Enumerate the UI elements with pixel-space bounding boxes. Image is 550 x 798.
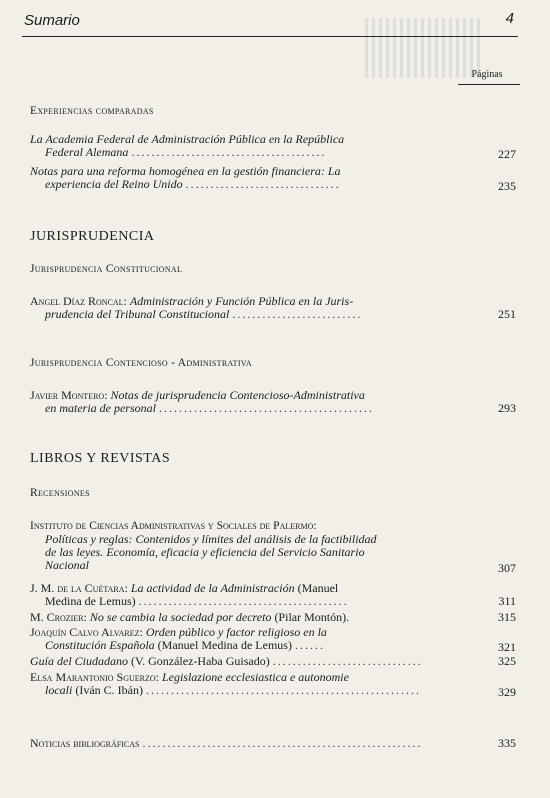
entry-author: Instituto de Ciencias Administrativas y Sociales de Palermo: bbox=[30, 520, 317, 532]
toc-entry-guia-ciudadano[interactable] bbox=[30, 655, 520, 668]
entry-title: Legislazione ecclesiastica e autonomie bbox=[161, 670, 349, 684]
entry-author: M. Crozier: bbox=[30, 610, 87, 624]
entry-author: Angel Díaz Roncal: bbox=[30, 294, 127, 308]
entry-title-line4: Nacional bbox=[45, 558, 89, 572]
entry-author: Joaquín Calvo Alvarez: bbox=[30, 625, 143, 639]
entry-page: 235 bbox=[498, 179, 516, 193]
entry-reviewer: Medina de Lemus) bbox=[45, 594, 136, 608]
entry-title-line3: de las leyes. Economía, eficacia y eficiencia del Servicio Sanitario bbox=[45, 545, 365, 559]
toc-entry-notas-reforma[interactable] bbox=[30, 165, 520, 191]
entry-reviewer: (Iván C. Ibán) bbox=[75, 683, 143, 697]
toc-entry-noticias[interactable] bbox=[30, 737, 520, 750]
toc-entry-calvo-alvarez[interactable] bbox=[30, 626, 520, 652]
dot-leader: .......................... bbox=[232, 307, 363, 321]
toc-entry-instituto-palermo[interactable] bbox=[30, 520, 520, 575]
entry-page: 321 bbox=[498, 640, 516, 654]
entry-page: 315 bbox=[498, 610, 516, 624]
page-header bbox=[22, 10, 518, 37]
header-page-number: 4 bbox=[505, 10, 514, 27]
paginas-rule bbox=[458, 84, 520, 85]
toc-entry-javier-montero[interactable] bbox=[30, 389, 520, 415]
dot-leader: ........................................... bbox=[158, 401, 374, 415]
entry-author: Elsa Marantonio Sguerzo: bbox=[30, 670, 159, 684]
dot-leader: ....................................... bbox=[131, 145, 327, 159]
entry-reviewer: (V. González-Haba Guisado) bbox=[131, 654, 270, 668]
dot-leader: ............................... bbox=[185, 177, 341, 191]
dot-leader: ....................................................... bbox=[145, 683, 421, 697]
entry-title-line2: Constitución Española bbox=[45, 638, 155, 652]
libros-heading: LIBROS Y REVISTAS bbox=[30, 451, 171, 466]
entry-title: Guía del Ciudadano bbox=[30, 654, 128, 668]
entry-title-line2: Políticas y reglas: Contenidos y límites del análisis de la factibilidad bbox=[45, 532, 377, 546]
recensiones-heading: Recensiones bbox=[30, 487, 90, 499]
entry-title: Orden público y factor religioso en la bbox=[145, 625, 327, 639]
toc-entry-crozier[interactable] bbox=[30, 611, 520, 624]
dot-leader: ........................................................ bbox=[142, 736, 423, 750]
toc-entry-cuetara[interactable] bbox=[30, 582, 520, 608]
entry-author: Javier Montero: bbox=[30, 388, 108, 402]
entry-title-line2: locali bbox=[45, 683, 73, 697]
entry-page: 329 bbox=[498, 685, 516, 699]
entry-title-line1: Notas para una reforma homogénea en la gestión financiera: La bbox=[30, 164, 341, 178]
entry-reviewer: (Manuel Medina de Lemus) bbox=[157, 638, 292, 652]
entry-page: 307 bbox=[498, 561, 516, 575]
toc-entry-diaz-roncal[interactable] bbox=[30, 295, 520, 321]
entry-title-line2: en materia de personal bbox=[45, 401, 156, 415]
experiencias-heading: Experiencias comparadas bbox=[30, 105, 154, 117]
jurisprudencia-constitucional-heading: Jurisprudencia Constitucional bbox=[30, 263, 183, 275]
header-title: Sumario bbox=[24, 12, 80, 29]
jurisprudencia-contencioso-heading: Jurisprudencia Contencioso - Administrativa bbox=[30, 357, 252, 369]
entry-title-line1: Administración y Función Pública en la Juris- bbox=[129, 294, 354, 308]
entry-page: 293 bbox=[498, 401, 516, 415]
entry-author: J. M. de la Cuétara: bbox=[30, 581, 128, 595]
entry-page: 227 bbox=[498, 147, 516, 161]
entry-title: Noticias bibliográficas bbox=[30, 736, 140, 750]
toc-entry-marantonio[interactable] bbox=[30, 671, 520, 697]
entry-title-line2: prudencia del Tribunal Constitucional bbox=[45, 307, 230, 321]
paginas-label: Páginas bbox=[471, 69, 503, 80]
entry-title-line1: La Academia Federal de Administración Pública en la República bbox=[30, 132, 345, 146]
dot-leader: .......................................... bbox=[138, 594, 349, 608]
entry-reviewer-open: (Manuel bbox=[297, 581, 339, 595]
entry-title-line1: Notas de jurisprudencia Contencioso-Administrativa bbox=[110, 388, 365, 402]
entry-title: No se cambia la sociedad por decreto bbox=[89, 610, 272, 624]
toc-entry-academia-federal[interactable] bbox=[30, 133, 520, 159]
dot-leader: .............................. bbox=[272, 654, 423, 668]
entry-page: 335 bbox=[498, 736, 516, 750]
jurisprudencia-heading: JURISPRUDENCIA bbox=[30, 229, 155, 244]
entry-title-line2: Federal Alemana bbox=[45, 145, 129, 159]
entry-title: La actividad de la Administración bbox=[130, 581, 295, 595]
entry-page: 311 bbox=[498, 594, 516, 608]
entry-page: 251 bbox=[498, 307, 516, 321]
dot-leader: ...... bbox=[294, 638, 325, 652]
entry-reviewer: (Pilar Montón). bbox=[274, 610, 350, 624]
entry-page: 325 bbox=[498, 654, 516, 668]
entry-title-line2: experiencia del Reino Unido bbox=[45, 177, 183, 191]
